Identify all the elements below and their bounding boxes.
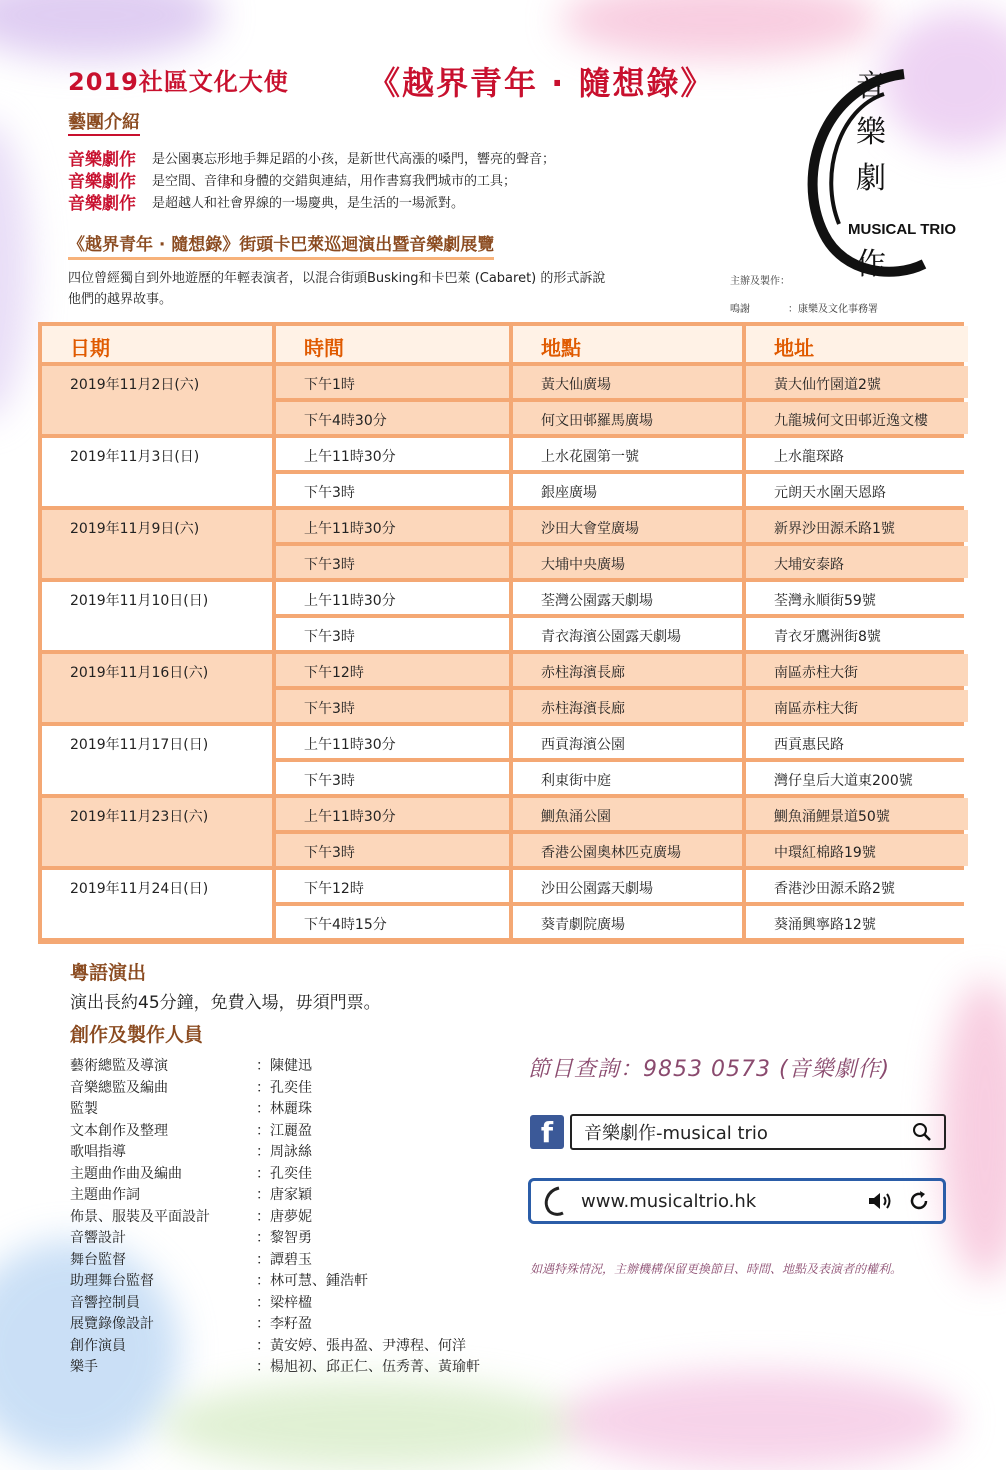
schedule-date-group xyxy=(42,798,960,866)
cell-date: 2019年11月10日(日) xyxy=(42,582,272,650)
thanks-value: ：康樂及文化事務署 xyxy=(788,304,878,315)
crew-name: ：孔奕佳 xyxy=(256,1079,312,1096)
page-title: 《越界青年 · 隨想錄》 xyxy=(368,64,715,102)
cell-time: 下午3時 xyxy=(276,690,509,722)
cell-address: 南區赤柱大街 xyxy=(746,690,968,722)
cell-time: 下午3時 xyxy=(276,474,509,506)
cell-time: 上午11時30分 xyxy=(276,798,509,830)
crew-name: ：梁梓楹 xyxy=(256,1294,312,1311)
crew-name: ：林可慧、鍾浩軒 xyxy=(256,1273,368,1289)
cell-venue: 荃灣公園露天劇場 xyxy=(513,582,742,614)
website-bar[interactable] xyxy=(528,1178,946,1224)
facebook-icon[interactable]: f xyxy=(530,1115,564,1149)
crew-row xyxy=(70,1120,480,1142)
crew-role: 音響控制員 xyxy=(70,1294,140,1311)
table-header xyxy=(42,326,960,362)
cell-venue: 利東街中庭 xyxy=(513,762,742,794)
cell-venue: 何文田邨羅馬廣場 xyxy=(513,402,742,434)
cell-address: 新界沙田源禾路1號 xyxy=(746,510,968,542)
facebook-search-box[interactable] xyxy=(570,1114,946,1150)
performance-text: 演出長約45分鐘，免費入場，毋須門票。 xyxy=(70,993,381,1013)
crew-role: 藝術總監及導演 xyxy=(70,1058,168,1074)
cell-date: 2019年11月16日(六) xyxy=(42,654,272,722)
intro-section xyxy=(68,146,555,212)
crew-row xyxy=(70,1206,480,1228)
cell-time: 下午3時 xyxy=(276,546,509,578)
decor-splash xyxy=(940,980,1006,1280)
crew-row xyxy=(70,1270,480,1292)
decor-splash xyxy=(0,120,30,420)
cell-address: 葵涌興寧路12號 xyxy=(746,906,968,938)
crew-name: ：唐家穎 xyxy=(256,1187,312,1203)
crew-name: ：黃安婷、張冉盈、尹溥程、何洋 xyxy=(256,1337,466,1354)
header-left-title-wrap xyxy=(68,62,289,97)
crew-role: 舞台監督 xyxy=(70,1251,126,1268)
schedule-date-group xyxy=(42,438,960,506)
facebook-bar xyxy=(530,1114,946,1150)
crew-row xyxy=(70,1356,480,1378)
cell-time: 上午11時30分 xyxy=(276,510,509,542)
cell-time: 下午3時 xyxy=(276,834,509,866)
cell-address: 上水龍琛路 xyxy=(746,438,968,470)
intro-name: 音樂劇作 xyxy=(68,171,136,192)
cell-date: 2019年11月3日(日) xyxy=(42,438,272,506)
decor-splash xyxy=(560,0,880,60)
crew-row xyxy=(70,1313,480,1335)
website-url[interactable]: www.musicaltrio.hk xyxy=(581,1190,757,1212)
cell-address: 荃灣永順街59號 xyxy=(746,582,968,614)
crew-name: ：周詠絲 xyxy=(256,1144,312,1160)
crew-row xyxy=(70,1055,480,1077)
crew-heading: 創作及製作人員 xyxy=(70,1024,204,1046)
enquiry-text: 節目查詢：9853 0573 (音樂劇作) xyxy=(528,1057,891,1082)
cell-time: 下午12時 xyxy=(276,870,509,902)
cell-venue: 沙田大會堂廣場 xyxy=(513,510,742,542)
search-icon[interactable] xyxy=(912,1122,932,1142)
crew-row xyxy=(70,1335,480,1357)
cell-venue: 黃大仙廣場 xyxy=(513,366,742,398)
intro-text: 是公園裏忘形地手舞足蹈的小孩，是新世代高漲的嗓門，響亮的聲音； xyxy=(152,151,556,167)
crew-row xyxy=(70,1098,480,1120)
crew-row xyxy=(70,1184,480,1206)
header-address: 地址 xyxy=(746,326,968,362)
crew-name: ：孔奕佳 xyxy=(256,1165,312,1182)
crew-name: ：唐夢妮 xyxy=(256,1208,312,1225)
cell-address: 青衣牙鷹洲街8號 xyxy=(746,618,968,650)
cell-venue: 沙田公園露天劇場 xyxy=(513,870,742,902)
cell-date: 2019年11月9日(六) xyxy=(42,510,272,578)
decor-splash xyxy=(0,0,220,60)
logo-english: MUSICAL TRIO xyxy=(848,221,957,238)
cell-venue: 鰂魚涌公園 xyxy=(513,798,742,830)
cell-address: 南區赤柱大街 xyxy=(746,654,968,686)
crew-row xyxy=(70,1227,480,1249)
header-time: 時間 xyxy=(276,326,509,362)
crew-role: 文本創作及整理 xyxy=(70,1122,168,1139)
crew-role: 音響設計 xyxy=(70,1230,126,1246)
crew-row xyxy=(70,1077,480,1099)
crew-name: ：江麗盈 xyxy=(256,1122,312,1139)
cell-venue: 西貢海濱公園 xyxy=(513,726,742,758)
cell-address: 黃大仙竹園道2號 xyxy=(746,366,968,398)
schedule-date-group xyxy=(42,870,960,938)
cell-date: 2019年11月2日(六) xyxy=(42,366,272,434)
event-subtitle: 《越界青年 · 隨想錄》街頭卡巴萊巡迴演出暨音樂劇展覽 xyxy=(68,230,494,260)
thanks-label: 鳴謝 xyxy=(730,304,750,315)
crew-name: ：譚碧玉 xyxy=(256,1251,312,1268)
cell-address: 九龍城何文田邨近逸文樓 xyxy=(746,402,968,434)
cell-address: 中環紅棉路19號 xyxy=(746,834,968,866)
crew-row xyxy=(70,1292,480,1314)
cell-date: 2019年11月24日(日) xyxy=(42,870,272,938)
intro-line xyxy=(68,146,555,168)
cell-address: 鰂魚涌鯉景道50號 xyxy=(746,798,968,830)
crew-role: 助理舞台監督 xyxy=(70,1273,154,1289)
crew-name: ：黎智勇 xyxy=(256,1230,312,1246)
cell-time: 上午11時30分 xyxy=(276,582,509,614)
cell-venue: 赤柱海濱長廊 xyxy=(513,690,742,722)
intro-name: 音樂劇作 xyxy=(68,149,136,170)
decor-splash xyxy=(560,1370,960,1470)
cell-address: 灣仔皇后大道東200號 xyxy=(746,762,968,794)
cell-time: 上午11時30分 xyxy=(276,726,509,758)
decor-splash xyxy=(160,1380,580,1470)
crew-role: 樂手 xyxy=(70,1359,98,1375)
crew-name: ：楊旭初、邱正仁、伍秀菁、黃瑜軒 xyxy=(256,1359,480,1375)
intro-line xyxy=(68,168,555,190)
header-left-title: 2019社區文化大使 xyxy=(68,68,289,96)
header-date: 日期 xyxy=(42,326,272,362)
logo-char: 音 xyxy=(856,69,886,104)
schedule-table xyxy=(38,322,964,944)
crew-row xyxy=(70,1141,480,1163)
cell-date: 2019年11月23日(六) xyxy=(42,798,272,866)
cell-address: 香港沙田源禾路2號 xyxy=(746,870,968,902)
schedule-date-group xyxy=(42,366,960,434)
cell-venue: 青衣海濱公園露天劇場 xyxy=(513,618,742,650)
cell-time: 上午11時30分 xyxy=(276,438,509,470)
cell-venue: 香港公園奧林匹克廣場 xyxy=(513,834,742,866)
crew-role: 主題曲作曲及編曲 xyxy=(70,1165,182,1182)
performance-heading: 粵語演出 xyxy=(70,962,147,984)
intro-text: 是空間、音律和身體的交錯與連結，用作書寫我們城市的工具； xyxy=(152,173,517,189)
crew-role: 音樂總監及編曲 xyxy=(70,1079,168,1096)
cell-time: 下午3時 xyxy=(276,618,509,650)
event-description: 四位曾經獨自到外地遊歷的年輕表演者，以混合街頭Busking和卡巴萊 (Cabaret) 的形式訴說他們的越界故事。 xyxy=(68,271,606,307)
crew-role: 主題曲作詞 xyxy=(70,1187,140,1203)
cell-time: 下午3時 xyxy=(276,762,509,794)
crew-row xyxy=(70,1249,480,1271)
cell-time: 下午1時 xyxy=(276,366,509,398)
cell-time: 下午4時15分 xyxy=(276,906,509,938)
cell-time: 下午12時 xyxy=(276,654,509,686)
crew-role: 展覽錄像設計 xyxy=(70,1316,154,1332)
header-venue: 地點 xyxy=(513,326,742,362)
cell-address: 西貢惠民路 xyxy=(746,726,968,758)
crew-role: 創作演員 xyxy=(70,1337,126,1354)
schedule-date-group xyxy=(42,582,960,650)
intro-text: 是超越人和社會界線的一場慶典，是生活的一場派對。 xyxy=(152,195,465,211)
intro-name: 音樂劇作 xyxy=(68,193,136,214)
cell-date: 2019年11月17日(日) xyxy=(42,726,272,794)
cell-address: 大埔安泰路 xyxy=(746,546,968,578)
facebook-page-name: 音樂劇作-musical trio xyxy=(584,1123,768,1144)
cell-venue: 大埔中央廣場 xyxy=(513,546,742,578)
website-logo-icon xyxy=(541,1185,567,1217)
cell-venue: 葵青劇院廣場 xyxy=(513,906,742,938)
schedule-date-group xyxy=(42,510,960,578)
cell-venue: 銀座廣場 xyxy=(513,474,742,506)
crew-name: ：林麗珠 xyxy=(256,1101,312,1117)
logo-char: 作 xyxy=(856,247,886,282)
crew-role: 監製 xyxy=(70,1101,98,1117)
intro-line xyxy=(68,190,555,212)
cell-address: 元朗天水圍天恩路 xyxy=(746,474,968,506)
crew-role: 歌唱指導 xyxy=(70,1144,126,1160)
cell-venue: 赤柱海濱長廊 xyxy=(513,654,742,686)
producer-label: 主辦及製作： xyxy=(730,276,790,287)
crew-name: ：李籽盈 xyxy=(256,1316,312,1332)
schedule-body xyxy=(42,366,960,938)
logo-char: 樂 xyxy=(856,115,886,150)
crew-list xyxy=(70,1055,480,1378)
schedule-date-group xyxy=(42,654,960,722)
logo-char: 劇 xyxy=(856,161,886,196)
musical-trio-logo xyxy=(784,64,964,286)
crew-role: 佈景、服裝及平面設計 xyxy=(70,1208,210,1225)
intro-heading: 藝團介紹 xyxy=(68,108,140,136)
speaker-icon[interactable] xyxy=(867,1190,895,1212)
schedule-date-group xyxy=(42,726,960,794)
crew-name: ：陳健迅 xyxy=(256,1058,312,1074)
refresh-icon[interactable] xyxy=(905,1189,933,1213)
cell-time: 下午4時30分 xyxy=(276,402,509,434)
disclaimer-notice: 如遇特殊情況，主辦機構保留更換節目、時間、地點及表演者的權利。 xyxy=(530,1262,903,1276)
cell-venue: 上水花園第一號 xyxy=(513,438,742,470)
crew-row xyxy=(70,1163,480,1185)
